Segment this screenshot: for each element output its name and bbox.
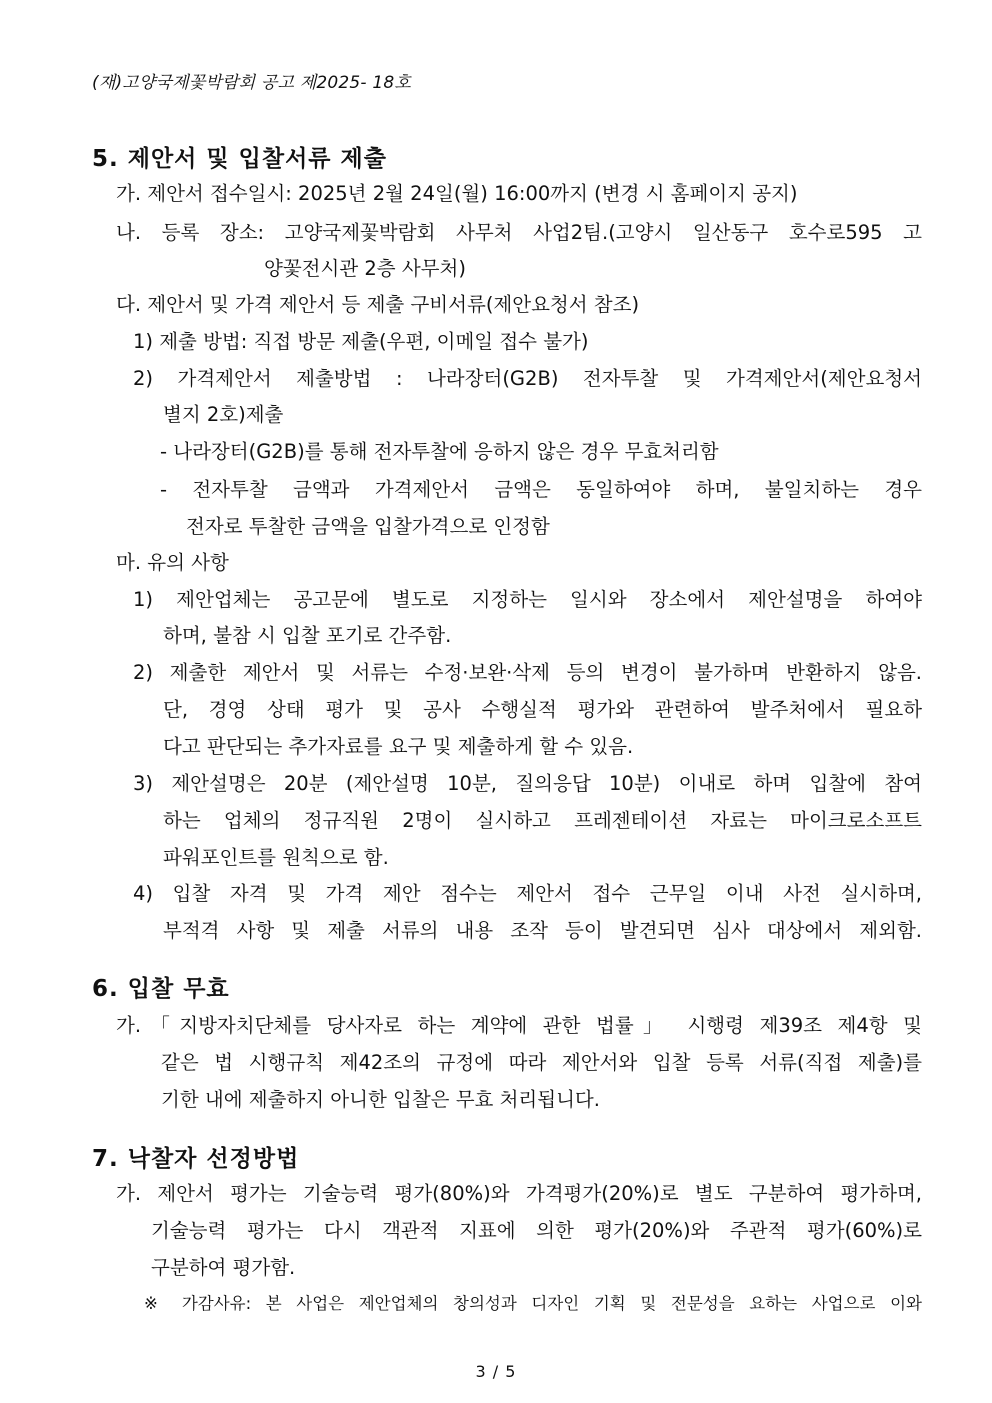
section-7-title: 7. 낙찰자 선정방법 [92,1146,300,1172]
s5-line-na-cont: 양꽃전시관 2층 사무처) [264,257,466,280]
s7-line-ga: 가. 제안서 평가는 기술능력 평가(80%)와 가격평가(20%)로 별도 구분하여 평가하며, [116,1182,922,1205]
s6-line-ga-cont-1: 같은 법 시행규칙 제42조의 규정에 따라 제안서와 입찰 등록 서류(직접 제출)를 [161,1051,922,1074]
s5-note-3-cont-1: 하는 업체의 정규직원 2명이 실시하고 프레젠테이션 자료는 마이크로소프트 [163,809,922,832]
s5-note-3-cont-2: 파워포인트를 원칙으로 함. [163,846,389,869]
section-5-title: 5. 제안서 및 입찰서류 제출 [92,146,387,172]
s5-note-4-cont: 부적격 사항 및 제출 서류의 내용 조작 등이 발견되면 심사 대상에서 제외함. [163,919,922,942]
s5-dash-1: - 나라장터(G2B)를 통해 전자투찰에 응하지 않은 경우 무효처리함 [160,440,719,463]
s6-line-ga: 가.「지방자치단체를 당사자로 하는 계약에 관한 법률」 시행령 제39조 제4항 및 [116,1014,922,1037]
s5-note-2-cont-1: 단, 경영 상태 평가 및 공사 수행실적 평가와 관련하여 발주처에서 필요하 [163,698,922,721]
s5-item-2-cont: 별지 2호)제출 [163,403,284,426]
s5-line-ga: 가. 제안서 접수일시: 2025년 2월 24일(월) 16:00까지 (변경 시 홈페이지 공지) [116,182,798,205]
s5-line-ma: 마. 유의 사항 [116,551,229,574]
s5-note-4: 4) 입찰 자격 및 가격 제안 점수는 제안서 접수 근무일 이내 사전 실시하며, [133,882,922,905]
s7-note: ※ 가감사유: 본 사업은 제안업체의 창의성과 디자인 기획 및 전문성을 요하는 사업으로 이와 [144,1294,922,1313]
s5-note-1: 1) 제안업체는 공고문에 별도로 지정하는 일시와 장소에서 제안설명을 하여야 [133,588,922,611]
page-number: 3 / 5 [475,1362,517,1381]
s5-dash-2-cont: 전자로 투찰한 금액을 입찰가격으로 인정함 [186,515,550,538]
s5-note-2-cont-2: 다고 판단되는 추가자료를 요구 및 제출하게 할 수 있음. [163,735,634,758]
s5-note-3: 3) 제안설명은 20분 (제안설명 10분, 질의응답 10분) 이내로 하며 입찰에 참여 [133,772,922,795]
section-6-title: 6. 입찰 무효 [92,976,230,1002]
s5-item-1: 1) 제출 방법: 직접 방문 제출(우편, 이메일 접수 불가) [133,330,589,353]
s5-line-na: 나. 등록 장소: 고양국제꽃박람회 사무처 사업2팀.(고양시 일산동구 호수로595 고 [116,221,922,244]
s5-note-2: 2) 제출한 제안서 및 서류는 수정·보완·삭제 등의 변경이 불가하며 반환하지 않음. [133,661,922,684]
s5-dash-2: - 전자투찰 금액과 가격제안서 금액은 동일하여야 하며, 불일치하는 경우 [160,478,922,501]
s5-line-da: 다. 제안서 및 가격 제안서 등 제출 구비서류(제안요청서 참조) [116,293,640,316]
s7-line-ga-cont-2: 구분하여 평가함. [151,1256,296,1279]
s6-line-ga-cont-2: 기한 내에 제출하지 아니한 입찰은 무효 처리됩니다. [161,1088,600,1111]
s5-item-2: 2) 가격제안서 제출방법 : 나라장터(G2B) 전자투찰 및 가격제안서(제안요청서 [133,367,922,390]
s5-note-1-cont: 하며, 불참 시 입찰 포기로 간주함. [163,624,452,647]
s7-line-ga-cont-1: 기술능력 평가는 다시 객관적 지표에 의한 평가(20%)와 주관적 평가(60%)로 [151,1219,922,1242]
document-header: (재)고양국제꽃박람회 공고 제2025- 18호 [92,73,411,93]
